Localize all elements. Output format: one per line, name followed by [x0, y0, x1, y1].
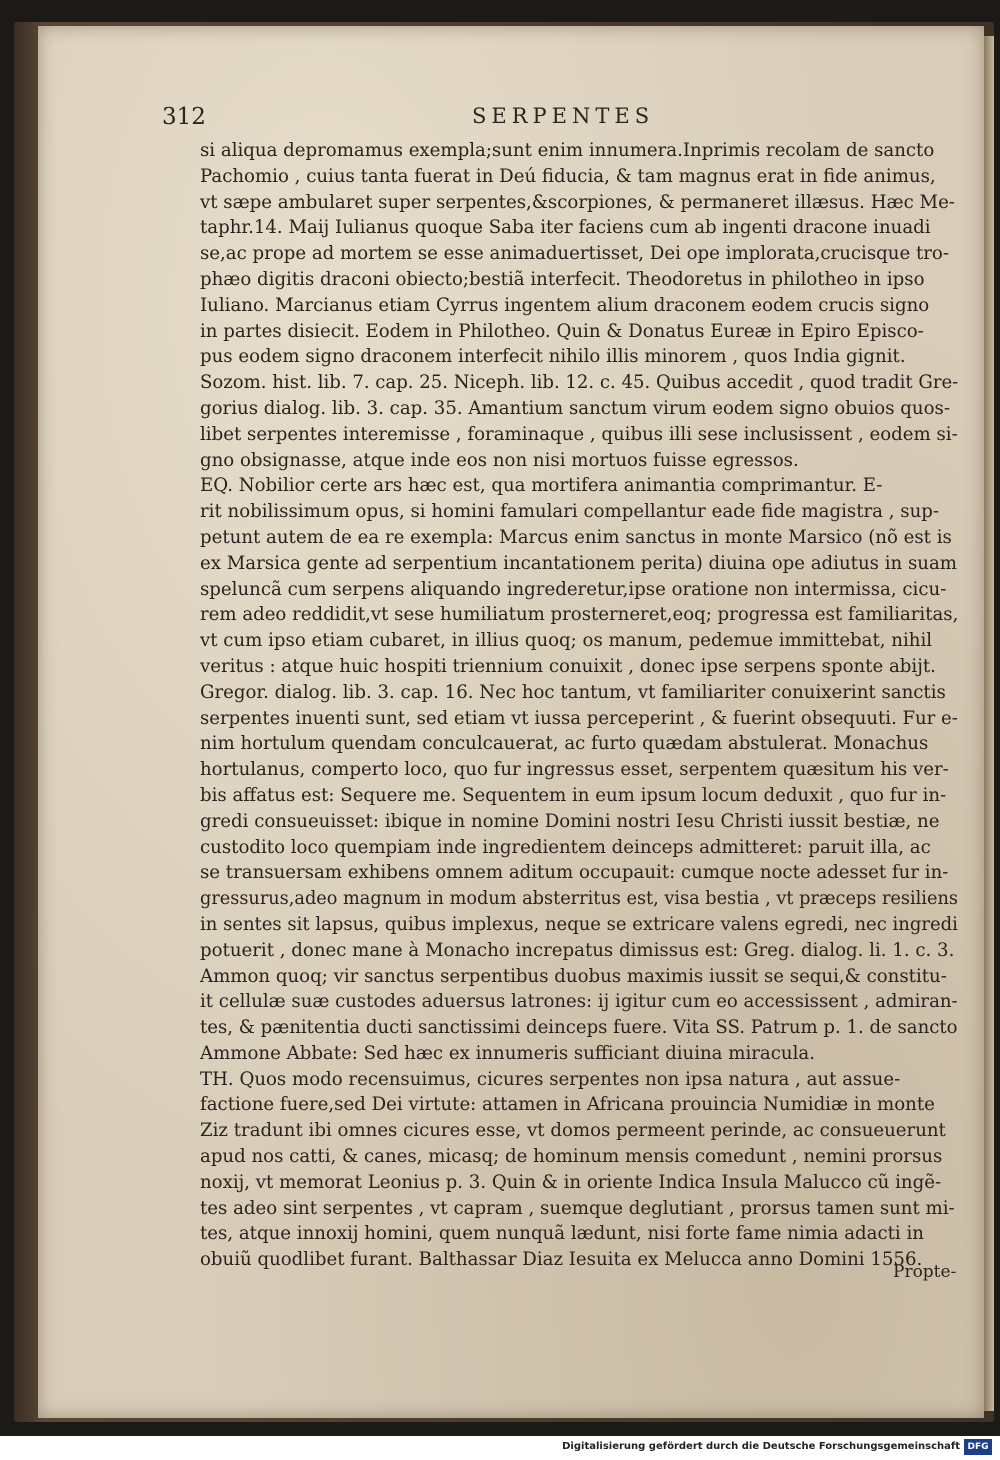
text-line: TH. Quos modo recensuimus, cicures serpentes non ipsa natura , aut assue-	[200, 1068, 901, 1090]
text-line: se,ac prope ad mortem se esse animaduertisset, Dei ope implorata,crucisque tro-	[200, 243, 949, 265]
text-line: gredi consueuisset: ibique in nomine Domini nostri Iesu Christi iussit bestiæ, ne	[200, 810, 940, 832]
text-line: obuiũ quodlibet furant. Balthassar Diaz Iesuita ex Melucca anno Domini 1556.	[200, 1249, 923, 1271]
text-line: hortulanus, comperto loco, quo fur ingressus esset, serpentem quæsitum his ver-	[200, 759, 949, 781]
text-line: Ziz tradunt ibi omnes cicures esse, vt domos permeent perinde, ac consueuerunt	[200, 1120, 946, 1142]
text-line: rem adeo reddidit,vt sese humiliatum prosterneret,eoq; progressa est familiaritas,	[200, 604, 959, 626]
page-header	[162, 104, 962, 134]
text-line: Iuliano. Marcianus etiam Cyrrus ingentem alium draconem eodem crucis signo	[200, 294, 930, 316]
text-line: speluncã cum serpens aliquando ingrederetur,ipse oratione non intermissa, cicu-	[200, 578, 947, 600]
footer-credit: Digitalisierung gefördert durch die Deutsche Forschungsgemeinschaft	[562, 1441, 960, 1452]
text-line: libet serpentes interemisse , foraminaque , quibus illi sese inclusissent , eodem si-	[200, 423, 958, 445]
text-line: vt cum ipso etiam cubaret, in illius quoq; os manum, pedemue immittebat, nihil	[200, 630, 933, 652]
text-line: veritus : atque huic hospiti triennium conuixit , donec ipse serpens sponte abijt.	[200, 655, 936, 677]
text-line: Ammone Abbate: Sed hæc ex innumeris sufficiant diuina miracula.	[200, 1042, 815, 1064]
text-line: taphr.14. Maij Iulianus quoque Saba iter faciens cum ab ingenti dracone inuadi	[200, 217, 931, 239]
text-line: nim hortulum quendam conculcauerat, ac furto quædam abstulerat. Monachus	[200, 733, 929, 755]
text-line: Ammon quoq; vir sanctus serpentibus duobus maximis iussit se sequi,& constitu-	[200, 965, 947, 987]
text-line: si aliqua depromamus exempla;sunt enim innumera.Inprimis recolam de sancto	[200, 140, 935, 161]
text-line: potuerit , donec mane à Monacho increpatus dimissus est: Greg. dialog. li. 1. c. 3.	[200, 939, 955, 961]
text-line: tes, & pænitentia ducti sanctissimi deinceps fuere. Vita SS. Patrum p. 1. de sancto	[200, 1017, 958, 1039]
text-line: in partes disiecit. Eodem in Philotheo. Quin & Donatus Eureæ in Epiro Episco-	[200, 320, 924, 342]
text-line: vt sæpe ambularet super serpentes,&scorpiones, & permaneret illæsus. Hæc Me-	[200, 191, 955, 213]
text-line: phæo digitis draconi obiecto;bestiã interfecit. Theodoretus in philotheo in ipso	[200, 268, 925, 290]
text-line: petunt autem de ea re exempla: Marcus enim sanctus in monte Marsico (nõ est is	[200, 526, 952, 548]
text-line: serpentes inuenti sunt, sed etiam vt iussa perceperint , & fuerint obsequuti. Fur e-	[200, 707, 958, 729]
dfg-logo-icon: DFG	[964, 1439, 992, 1455]
running-title: SERPENTES	[472, 104, 655, 128]
footer-bar	[0, 1436, 1000, 1460]
text-line: bis affatus est: Sequere me. Sequentem in eum ipsum locum deduxit , quo fur in-	[200, 784, 947, 806]
text-line: ex Marsica gente ad serpentium incantationem perita) diuina ope adiutus in suam	[200, 552, 957, 574]
text-line: gorius dialog. lib. 3. cap. 35. Amantium sanctum virum eodem signo obuios quos-	[200, 397, 950, 419]
text-line: tes, atque innoxij homini, quem nunquã lædunt, nisi forte fame nimia adacti in	[200, 1223, 924, 1245]
text-line: custodito loco quempiam inde ingredientem deinceps admitteret: paruit illa, ac	[200, 836, 931, 858]
text-line: Pachomio , cuius tanta fuerat in Deú fiducia, & tam magnus erat in fide animus,	[200, 165, 936, 187]
text-line: apud nos catti, & canes, micasq; de hominum mensis comedunt , nemini prorsus	[200, 1146, 943, 1168]
text-line: noxij, vt memorat Leonius p. 3. Quin & in oriente Indica Insula Malucco cũ ingẽ-	[200, 1171, 942, 1193]
text-line: in sentes sit lapsus, quibus implexus, neque se extricare valens egredi, nec ingredi	[200, 913, 958, 935]
page-edge	[984, 36, 994, 1411]
text-line: it cellulæ suæ custodes aduersus latrones: ij igitur cum eo accessissent , admiran-	[200, 991, 958, 1013]
text-line: se transuersam exhibens omnem aditum occupauit: cumque nocte adesset fur in-	[200, 862, 949, 884]
page-number: 312	[162, 104, 206, 130]
text-line: gressurus,adeo magnum in modum absterritus est, visa bestia , vt præceps resiliens	[200, 888, 958, 910]
text-line: Sozom. hist. lib. 7. cap. 25. Niceph. lib. 12. c. 45. Quibus accedit , quod tradit Gre-	[200, 372, 959, 394]
text-line: Gregor. dialog. lib. 3. cap. 16. Nec hoc tantum, vt familiariter conuixerint sanctis	[200, 681, 946, 703]
body-text	[200, 138, 960, 1273]
text-line: rit nobilissimum opus, si homini famulari compellantur eade fide magistra , sup-	[200, 501, 940, 523]
text-line: factione fuere,sed Dei virtute: attamen in Africana prouincia Numidiæ in monte	[200, 1094, 935, 1116]
text-line: tes adeo sint serpentes , vt capram , suemque deglutiant , prorsus tamen sunt mi-	[200, 1197, 955, 1219]
text-line: pus eodem signo draconem interfecit nihilo illis minorem , quos India gignit.	[200, 346, 906, 368]
text-line: EQ. Nobilior certe ars hæc est, qua mortifera animantia comprimantur. E-	[200, 475, 883, 497]
catchword: Propte-	[893, 1262, 957, 1282]
text-line: gno obsignasse, atque inde eos non nisi mortuos fuisse egressos.	[200, 449, 799, 471]
